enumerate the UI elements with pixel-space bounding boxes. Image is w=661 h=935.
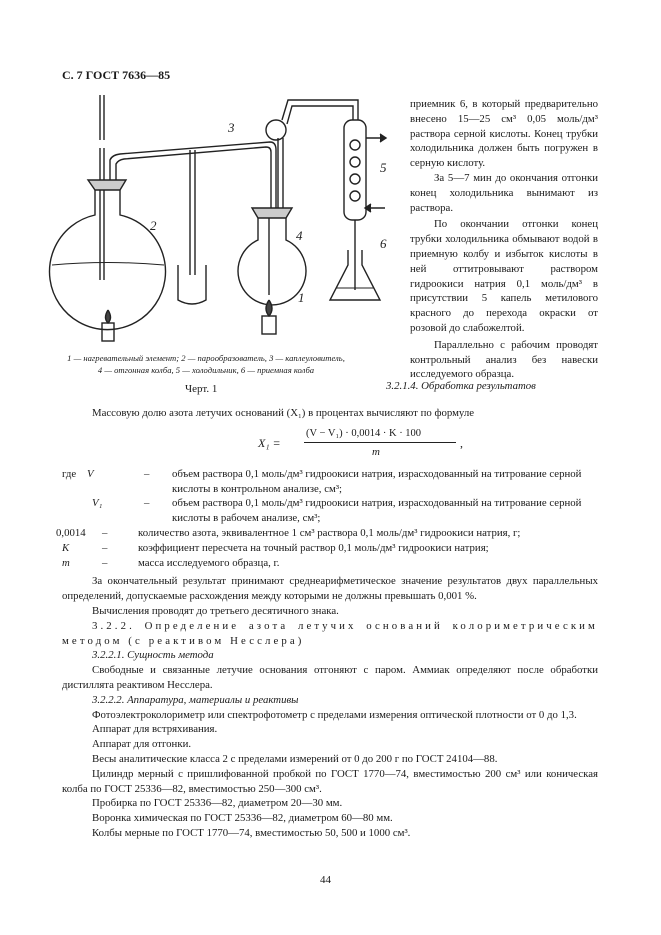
figure-label-6: 6: [380, 236, 387, 251]
figure-label-1: 1: [298, 290, 305, 305]
equipment-item: Весы аналитические класса 2 с пределами измерений от 0 до 200 г по ГОСТ 24104—88.: [92, 752, 498, 765]
figure-label-5: 5: [380, 160, 387, 175]
definition-row: где V – объем раствора 0,1 моль/дм³ гидроокиси натрия, израсходованный на титрование серной кислоты в контрольном анализе, см³;: [62, 467, 582, 495]
equipment-item: Воронка химическая по ГОСТ 25336—82, диаметром 60—80 мм.: [92, 812, 393, 825]
section-heading-322: 3.2.2. Определение азота летучих оснований колориметрическим методом (с реактивом Несслера): [62, 619, 598, 647]
right-column-text: [410, 97, 598, 382]
steam-generator-flask: [50, 190, 166, 330]
paragraph-essence: Свободные и связанные летучие основания отгоняют с паром. Аммиак определяют после обработки дистиллята реактивом Несслера.: [62, 664, 598, 691]
equipment-item: Цилиндр мерный с пришлифованной пробкой по ГОСТ 1770—74, вместимостью 200 см³ или коническая колба по ГОСТ 25336—82, вместимостью 250—300 см³.: [62, 767, 598, 795]
paragraph-calculation: Вычисления проводят до третьего десятичного знака.: [92, 604, 339, 617]
fraction-bar: [304, 442, 456, 443]
figure-label-2: 2: [150, 218, 157, 233]
formula-lhs: X₁ =: [258, 435, 281, 450]
formula: [62, 421, 598, 467]
drop-catcher: [266, 120, 286, 140]
condenser: [344, 120, 366, 220]
page-header: С. 7 ГОСТ 7636—85: [62, 68, 171, 82]
equipment-item: Аппарат для встряхивания.: [92, 723, 218, 736]
formula-numerator: (V − V₁) · 0,0014 · K · 100: [306, 427, 422, 439]
section-heading-3221: 3.2.2.1. Сущность метода: [92, 649, 214, 662]
figure-caption: 1 — нагревательный элемент; 2 — парообразователь, 3 — каплеуловитель, 4 — отгонная колба, 5 — холодильник, 6 — приемная колба: [67, 353, 345, 375]
right-para-1: приемник 6, в который предварительно внесено 15—25 см³ 0,05 моль/дм³ раствора серной кислоты. Конец трубки холодильника должен быть погружен в серную кислоту.: [410, 98, 598, 170]
steam-tube: [110, 142, 276, 208]
definition-row: K – коэффициент пересчета на точный раствор 0,1 моль/дм³ гидроокиси натрия;: [62, 541, 489, 554]
figure-title: Черт. 1: [185, 383, 218, 395]
paragraph-final-result: За окончательный результат принимают среднеарифметическое значение результатов двух параллельных определений, допускаемые расхождения между которыми не должны превышать 0,001 %.: [62, 575, 598, 603]
distillation-apparatus-figure: [40, 90, 410, 350]
equipment-item: Аппарат для отгонки.: [92, 738, 192, 751]
formula-trail: ,: [460, 435, 463, 450]
definition-row: m – масса исследуемого образца, г.: [62, 556, 280, 569]
definition-row: 0,0014 – количество азота, эквивалентное 1 см³ раствора 0,1 моль/дм³ гидроокиси натрия, г;: [56, 526, 521, 539]
main-text: [56, 400, 598, 841]
figure-label-3: 3: [228, 120, 235, 135]
right-para-3: По окончании отгонки конец трубки холодильника обмывают водой в приемную колбу и избыток кислоты в ней оттитровывают раствором гидроокиси натрия 0,1 моль/дм³ в присутствии 5 капель метилового красного до перехода окраски от розовой до слабожелтой.: [410, 218, 598, 334]
right-para-2: За 5—7 мин до окончания отгонки конец холодильника вынимают из раствора.: [410, 171, 598, 214]
figure-label-4: 4: [296, 228, 303, 243]
equipment-item: Фотоэлектроколориметр или спектрофотометр с пределами измерения оптической плотности от 0 до 1,3.: [92, 708, 577, 721]
page-number: 44: [320, 874, 331, 886]
right-para-4: Параллельно с рабочим проводят контрольный анализ без навески исследуемого образца.: [410, 338, 598, 381]
equipment-item: Пробирка по ГОСТ 25336—82, диаметром 20—30 мм.: [92, 797, 343, 810]
equipment-item: Колбы мерные по ГОСТ 1770—74, вместимостью 50, 500 и 1000 см³.: [92, 826, 411, 839]
definition-row: V₁ – объем раствора 0,1 моль/дм³ гидроокиси натрия, израсходованный на титрование серной кислоты в рабочем анализе, см³;: [92, 497, 582, 525]
formula-intro: Массовую долю азота летучих оснований (X₁) в процентах вычисляют по формуле: [92, 407, 475, 419]
section-heading-3214: 3.2.1.4. Обработка результатов: [386, 380, 536, 392]
side-beaker: [178, 265, 206, 304]
section-heading-3222: 3.2.2.2. Аппаратура, материалы и реактивы: [92, 693, 299, 706]
formula-denominator: m: [372, 445, 380, 458]
